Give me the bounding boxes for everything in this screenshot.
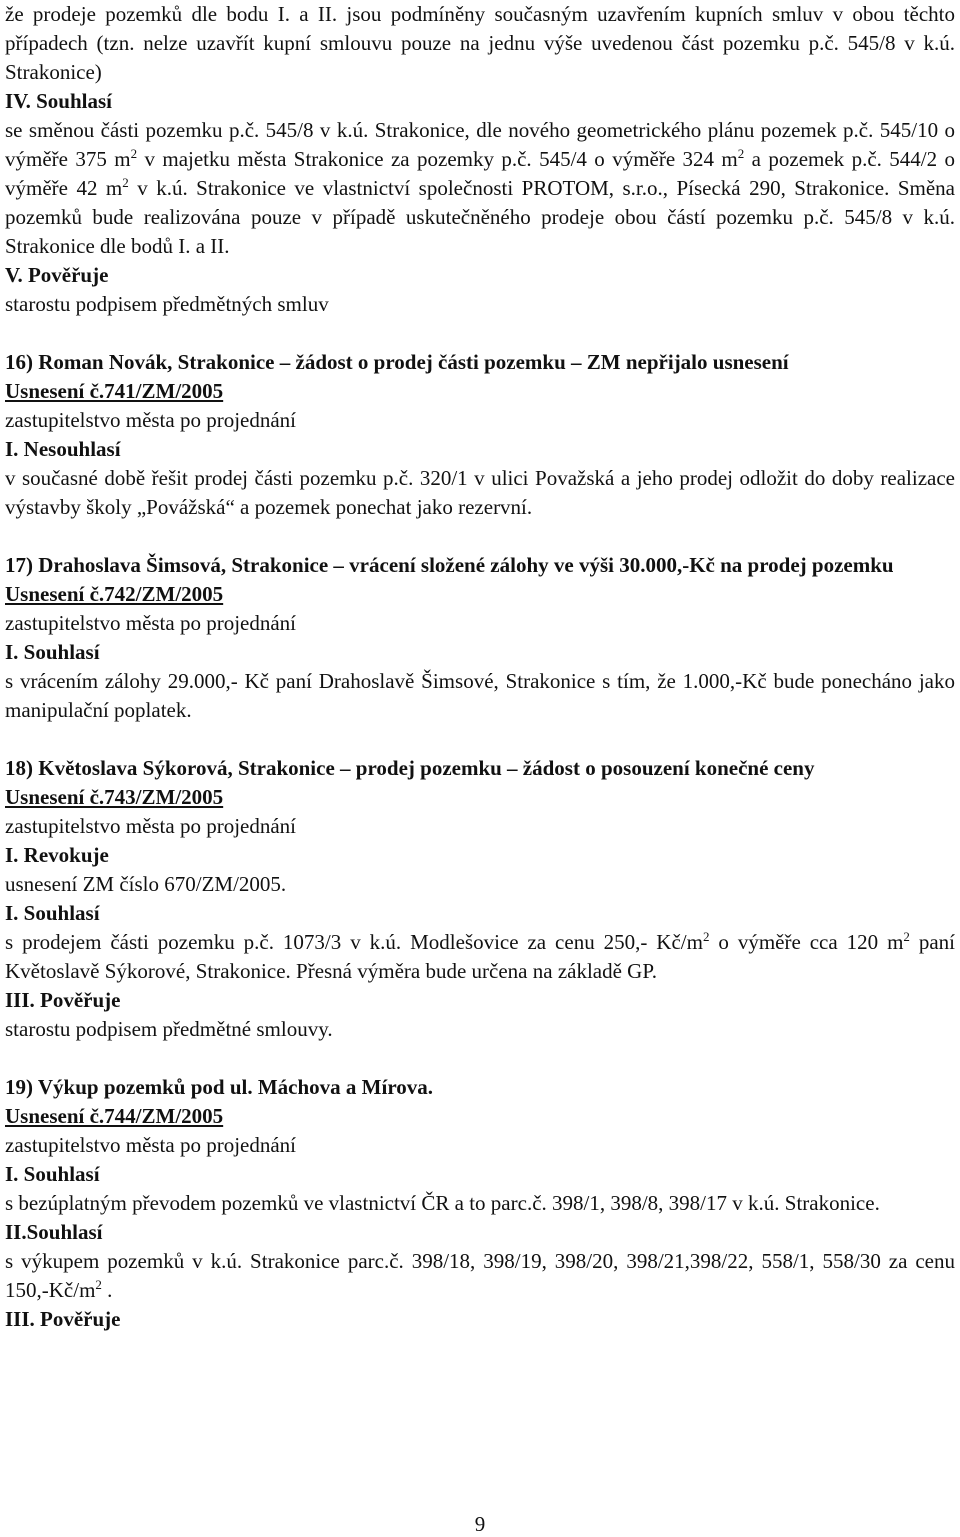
superscript: 2 [130, 146, 138, 161]
item-19-resolution: Usnesení č.744/ZM/2005 [5, 1104, 224, 1128]
item-17-text-1: s vrácením zálohy 29.000,- Kč paní Drahoslavě Šimsové, Strakonice s tím, že 1.000,-Kč bude ponecháno jako manipulační poplatek. [5, 669, 955, 722]
item-18 [5, 754, 955, 1044]
item-18-council: zastupitelstvo města po projednání [5, 814, 297, 838]
item-17-resolution: Usnesení č.742/ZM/2005 [5, 582, 224, 606]
item-19-text-1: s bezúplatným převodem pozemků ve vlastnictví ČR a to parc.č. 398/1, 398/8, 398/17 v k.ú. Strakonice. [5, 1191, 880, 1215]
item-19-title: 19) Výkup pozemků pod ul. Máchova a Mírova. [5, 1075, 434, 1099]
item-17 [5, 551, 955, 725]
item-18-heading-1: I. Revokuje [5, 843, 109, 867]
item-19-heading-3: III. Pověřuje [5, 1307, 121, 1331]
item-18-heading-2: I. Souhlasí [5, 901, 100, 925]
item-18-heading-3: III. Pověřuje [5, 988, 121, 1012]
superscript: 2 [903, 929, 910, 944]
item-18-resolution: Usnesení č.743/ZM/2005 [5, 785, 224, 809]
item-17-title: 17) Drahoslava Šimsová, Strakonice – vrácení složené zálohy ve výši 30.000,-Kč na prodej pozemku [5, 553, 894, 577]
item-16-text-1: v současné době řešit prodej části pozemku p.č. 320/1 v ulici Považská a jeho prodej odložit do doby realizace výstavby školy „Povážská“ a pozemek ponechat jako rezervní. [5, 466, 955, 519]
item-18-text-3: starostu podpisem předmětné smlouvy. [5, 1017, 333, 1041]
v-text: starostu podpisem předmětných smluv [5, 292, 329, 316]
item-16-resolution: Usnesení č.741/ZM/2005 [5, 379, 224, 403]
exchange-paragraph: se směnou části pozemku p.č. 545/8 v k.ú. Strakonice, dle nového geometrického plánu pozemek p.č. 545/10 o výměře 375 $m^2$ v majetku města Strakonice za pozemky p.č. 545/4 o výměře 324 $m^2$ a pozemek p.č. 544/2 o výměře 42 $m^2$ v k.ú. Strakonice ve vlastnictví společnosti PROTOM, s.r.o., Písecká 290, Strakonice. Směna pozemků bude realizována pouze v případě uskutečněného prodeje obou částí pozemku p.č. 545/8 v k.ú. Strakonice dle bodů I. a II. [5, 118, 955, 258]
heading-v-poveruje: V. Pověřuje [5, 263, 109, 287]
item-16-heading-1: I. Nesouhlasí [5, 437, 121, 461]
item-19 [5, 1073, 955, 1334]
item-19-heading-2: II.Souhlasí [5, 1220, 103, 1244]
item-19-heading-1: I. Souhlasí [5, 1162, 100, 1186]
item-18-title: 18) Květoslava Sýkorová, Strakonice – prodej pozemku – žádost o posouzení konečné ceny [5, 756, 815, 780]
item-16 [5, 348, 955, 522]
intro-text: že prodeje pozemků dle bodu I. a II. jsou podmíněny současným uzavřením kupních smluv v obou těchto případech (tzn. nelze uzavřít kupní smlouvu pouze na jednu výše uvedenou část pozemku p.č. 545/8 v k.ú. Strakonice) [5, 2, 955, 84]
item-18-text-1: usnesení ZM číslo 670/ZM/2005. [5, 872, 287, 896]
superscript: 2 [737, 146, 745, 161]
item-16-title: 16) Roman Novák, Strakonice – žádost o prodej části pozemku – ZM nepřijalo usnesení [5, 350, 789, 374]
item-17-heading-1: I. Souhlasí [5, 640, 100, 664]
superscript: 2 [702, 929, 710, 944]
item-17-council: zastupitelstvo města po projednání [5, 611, 297, 635]
document-page [5, 0, 955, 1334]
superscript: 2 [122, 175, 129, 190]
intro-paragraph [5, 0, 955, 87]
page-number: 9 [474, 1512, 486, 1536]
superscript: 2 [95, 1277, 102, 1292]
item-19-text-2: s výkupem pozemků v k.ú. Strakonice parc.č. 398/18, 398/19, 398/20, 398/21,398/22, 558/1, 558/30 za cenu $150,-Kč/m^2$ . [5, 1249, 955, 1302]
item-19-council: zastupitelstvo města po projednání [5, 1133, 297, 1157]
heading-iv-souhlasi: IV. Souhlasí [5, 89, 113, 113]
item-16-council: zastupitelstvo města po projednání [5, 408, 297, 432]
item-18-text-2: s prodejem části pozemku p.č. 1073/3 v k.ú. Modlešovice za cenu 250,- $Kč/m^2$ o výměře cca 120 $m^2$ paní Květoslavě Sýkorové, Strakonice. Přesná výměra bude určena na základě GP. [5, 929, 955, 983]
